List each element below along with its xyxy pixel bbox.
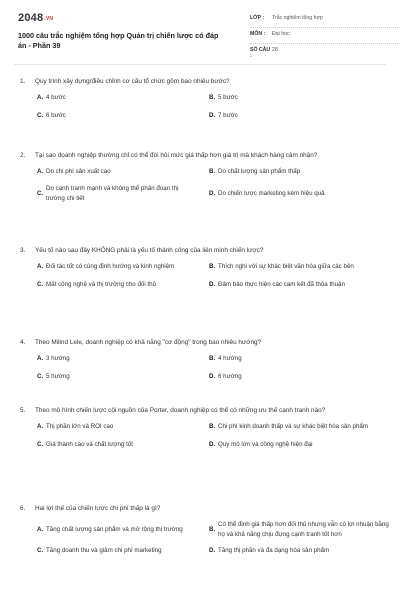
answer-text: 5 hướng: [46, 373, 70, 380]
meta-value: Đại học: [272, 31, 290, 37]
question-body: Yếu tố nào sau đây KHÔNG phải là yếu tố thành công của liên minh chiến lược?: [35, 247, 264, 254]
question-item: [20, 337, 382, 393]
question-number: 5.: [20, 407, 26, 414]
answer-letter: B.: [209, 526, 216, 533]
answer-grid: [37, 520, 389, 556]
answer-option[interactable]: [37, 546, 209, 556]
answer-option[interactable]: [37, 93, 209, 103]
meta-label: SỐ CÂU :: [250, 47, 271, 59]
header-divider: [14, 64, 386, 65]
question-text: [20, 245, 382, 256]
answer-text: Do chất lượng sản phẩm thấp: [218, 168, 301, 175]
question-body: Tại sao doanh nghiệp thường chỉ có thể đòi hỏi mức giá thấp hơn giá trị mà khách hàng cảm nhận?: [35, 152, 318, 159]
question-body: Quy trình xây dựng/điều chỉnh cơ cấu tổ chức gồm bao nhiêu bước?: [35, 78, 230, 85]
answer-text: Do chi phí sản xuất cao: [46, 168, 111, 175]
answer-letter: B.: [209, 94, 216, 101]
question-text: [20, 150, 382, 161]
answer-grid: [37, 167, 382, 204]
answer-option[interactable]: [37, 372, 209, 382]
answer-option[interactable]: [37, 280, 209, 290]
answer-text: Tăng thị phần và đa dạng hóa sản phẩm: [218, 547, 330, 554]
site-logo[interactable]: [18, 12, 53, 24]
answer-text: Đảm bảo thực hiện các cam kết đã thỏa thuận: [218, 281, 345, 288]
question-number: 1.: [20, 78, 26, 85]
answer-letter: B.: [209, 263, 216, 270]
answer-option[interactable]: [37, 111, 209, 121]
answer-text: 4 bước: [46, 94, 66, 101]
meta-value: 28: [272, 47, 278, 53]
answer-letter: A.: [37, 423, 44, 430]
question-item: [20, 245, 382, 325]
answer-letter: D.: [209, 441, 216, 448]
answer-text: Do cạnh tranh mạnh và không thể phân đoạn thị trường chi tiết: [46, 185, 179, 202]
answer-text: Giá thành cao và chất lượng tốt: [46, 441, 133, 448]
meta-row-class: [250, 14, 400, 28]
meta-label: LỚP :: [250, 15, 265, 21]
answer-letter: D.: [209, 547, 216, 554]
answer-option[interactable]: [209, 372, 389, 382]
question-body: Theo Milind Lele, doanh nghiệp có khả năng "cơ động" trong bao nhiêu hướng?: [35, 339, 262, 346]
answer-letter: A.: [37, 263, 44, 270]
question-item: [20, 150, 382, 243]
answer-option[interactable]: [37, 520, 209, 540]
answer-option[interactable]: [209, 93, 389, 103]
question-item: [20, 405, 382, 495]
question-text: [20, 405, 382, 416]
answer-option[interactable]: [37, 354, 209, 364]
answer-text: Do chiến lược marketing kém hiệu quả: [218, 190, 325, 197]
question-text: [20, 503, 382, 514]
meta-value: Trắc nghiệm tổng hợp: [272, 15, 323, 21]
answer-text: Mất công nghệ và thị trường cho đối thủ: [46, 281, 157, 288]
answer-text: Chi phí kinh doanh thấp và sự khác biệt hóa sản phẩm: [218, 423, 368, 430]
question-body: Hai lợi thế của chiến lược chi phí thấp là gì?: [35, 505, 161, 512]
question-item: [20, 503, 389, 585]
answer-option[interactable]: [37, 422, 209, 432]
answer-letter: A.: [37, 168, 44, 175]
answer-text: 3 hướng: [46, 355, 70, 362]
answer-letter: B.: [209, 355, 216, 362]
answer-letter: D.: [209, 190, 216, 197]
question-number: 6.: [20, 505, 26, 512]
answer-option[interactable]: [209, 184, 389, 204]
meta-row-count: [250, 46, 400, 60]
answer-grid: [37, 262, 382, 290]
document-header: [18, 12, 386, 58]
answer-letter: C.: [37, 441, 44, 448]
answer-option[interactable]: [209, 262, 389, 272]
answer-letter: C.: [37, 190, 44, 197]
logo-text: 2048: [18, 12, 44, 24]
question-text: [20, 337, 382, 348]
answer-option[interactable]: [209, 546, 389, 556]
answer-letter: D.: [209, 373, 216, 380]
meta-label: MÔN :: [250, 31, 266, 37]
answer-option[interactable]: [209, 520, 389, 540]
answer-letter: D.: [209, 112, 216, 119]
question-item: [20, 76, 382, 132]
answer-option[interactable]: [37, 440, 209, 450]
answer-text: 4 hướng: [218, 355, 242, 362]
answer-option[interactable]: [209, 422, 389, 432]
answer-option[interactable]: [37, 184, 209, 204]
question-number: 3.: [20, 247, 26, 254]
question-number: 4.: [20, 339, 26, 346]
answer-letter: C.: [37, 281, 44, 288]
question-body: Theo mô hình chiến lược cội nguồn của Porter, doanh nghiệp có thể có những ưu thế cạnh tranh nào?: [35, 407, 326, 414]
answer-letter: D.: [209, 281, 216, 288]
answer-text: Đối tác tốt có cùng định hướng và kinh nghiệm: [46, 263, 175, 270]
answer-option[interactable]: [37, 262, 209, 272]
answer-option[interactable]: [209, 167, 389, 177]
answer-letter: C.: [37, 547, 44, 554]
answer-letter: B.: [209, 423, 216, 430]
answer-text: Có thể định giá thấp hơn đối thủ nhưng vẫn có lợi nhuận bằng họ và khả năng chịu đựng cạnh tranh tốt hơn: [218, 521, 389, 538]
answer-text: Quy mô lớn và công nghệ hiện đại: [218, 441, 313, 448]
logo-suffix: .VN: [44, 16, 54, 22]
answer-option[interactable]: [37, 167, 209, 177]
answer-letter: B.: [209, 168, 216, 175]
answer-letter: A.: [37, 526, 44, 533]
question-text: [20, 76, 382, 87]
answer-text: 5 bước: [218, 94, 238, 101]
meta-row-subject: [250, 30, 400, 44]
answer-letter: C.: [37, 112, 44, 119]
answer-option[interactable]: [209, 440, 389, 450]
answer-option[interactable]: [209, 280, 389, 290]
answer-text: 6 hướng: [218, 373, 242, 380]
answer-text: Thích nghi với sự khác biệt văn hóa giữa các bên: [218, 263, 354, 270]
question-list: [20, 76, 389, 585]
answer-text: Tăng chất lượng sản phẩm và mở rộng thị trường: [46, 526, 183, 533]
answer-option[interactable]: [209, 354, 389, 364]
answer-grid: [37, 354, 382, 382]
document-title: 1000 câu trắc nghiệm tổng hợp Quản trị chiến lược có đáp án - Phần 39: [18, 31, 219, 50]
answer-letter: C.: [37, 373, 44, 380]
answer-letter: A.: [37, 355, 44, 362]
answer-text: Thị phần lớn và ROI cao: [46, 423, 114, 430]
answer-grid: [37, 422, 382, 450]
answer-text: Tăng doanh thu và giảm chi phí marketing: [46, 547, 162, 554]
answer-option[interactable]: [209, 111, 389, 121]
meta-info: [250, 14, 400, 62]
answer-grid: [37, 93, 382, 121]
answer-letter: A.: [37, 94, 44, 101]
answer-text: 6 bước: [46, 112, 66, 119]
answer-text: 7 bước: [218, 112, 238, 119]
question-number: 2.: [20, 152, 26, 159]
